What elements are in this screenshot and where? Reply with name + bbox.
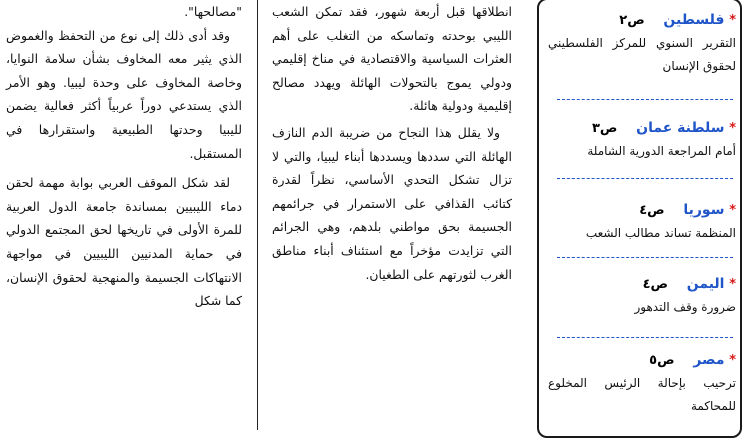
dashed-divider: [557, 337, 733, 338]
star-icon: *: [729, 353, 736, 368]
article-left-column: [2, 0, 242, 430]
country-name: اليمن: [686, 276, 725, 292]
entry-heading: [548, 273, 736, 296]
country-name: سوريا: [683, 202, 725, 218]
entry-description: التقرير السنوي للمركز الفلسطيني لحقوق الإنسان: [548, 36, 736, 73]
entry-description: المنظمة تساند مطالب الشعب: [585, 226, 736, 240]
page-number: ص٤: [642, 277, 669, 292]
paragraph: ولا يقلل هذا النجاح من ضريبة الدم النازف الهائلة التي سددها ويسددها أبناء ليبيا، والتي لا تزال تشكل التحدي الأساسي، نظراً لقدرة كتائب القذافي على الاستمرار في جرائمهم الجسيمة بحق مواطني بلدهم، وهي الجرائم التي تزايدت مؤخراً مع استئناف أبناء مناطق الغرب لثورتهم على الطغيان.: [268, 124, 512, 282]
contents-entry-palestine[interactable]: [548, 9, 736, 78]
entry-heading: [548, 349, 736, 372]
star-icon: *: [729, 203, 736, 218]
page-number: ص٢: [619, 13, 645, 28]
entry-description: أمام المراجعة الدورية الشاملة: [587, 144, 736, 158]
page-number: ص٣: [591, 121, 618, 136]
dashed-divider: [557, 257, 733, 258]
star-icon: *: [729, 121, 736, 136]
paragraph: "مصالحها".: [184, 4, 242, 19]
paragraph: لقد شكل الموقف العربي بوابة مهمة لحقن دماء الليبيين بمساندة جامعة الدول العربية للمرة الأولى في تاريخها لحق المجتمع الدولي في حماية المدنيين الليبيين في مواجهة الانتهاكات الجسيمة والمنهجية لحقوق الإنسان، كما شكل: [2, 175, 242, 309]
page-number: ص٤: [639, 203, 665, 218]
dashed-divider: [557, 99, 733, 100]
contents-entry-egypt[interactable]: [548, 349, 736, 418]
column-divider: [257, 0, 258, 430]
page-number: ص٥: [649, 353, 675, 368]
star-icon: *: [729, 277, 736, 292]
contents-entry-oman[interactable]: [548, 117, 736, 163]
entry-description: ضرورة وقف التدهور: [634, 300, 736, 314]
contents-entry-yemen[interactable]: [548, 273, 736, 319]
paragraph: انطلاقها قبل أربعة شهور، فقد تمكن الشعب الليبي بوحدته وتماسكه من التغلب على أهم العثرات السياسية والاقتصادية في مناخ إقليمي ودولي يموج بالتحولات الهائلة ويهدد مصالح إقليمية ودولية هائلة.: [268, 4, 512, 114]
star-icon: *: [729, 13, 736, 28]
country-name: مصر: [693, 352, 725, 368]
dashed-divider: [557, 178, 733, 179]
contents-entry-syria[interactable]: [548, 199, 736, 245]
country-name: فلسطين: [663, 12, 725, 28]
article-middle-column: [268, 0, 512, 430]
paragraph: وقد أدى ذلك إلى نوع من التحفظ والغموض الذي يثير معه المخاوف بشأن سلامة النوايا، وخاصة المخاوف على وحدة ليبيا. وهو الأمر الذي يستدعي دوراً عربياً أكثر فعالية يضمن لليبيا وحدتها الطبيعية واستقرارها في المستقبل.: [2, 27, 242, 161]
entry-heading: [548, 117, 736, 140]
entry-heading: [548, 9, 736, 32]
entry-heading: [548, 199, 736, 222]
country-name: سلطنة عمان: [636, 120, 725, 136]
entry-description: ترحيب بإحالة الرئيس المخلوع للمحاكمة: [548, 376, 736, 413]
